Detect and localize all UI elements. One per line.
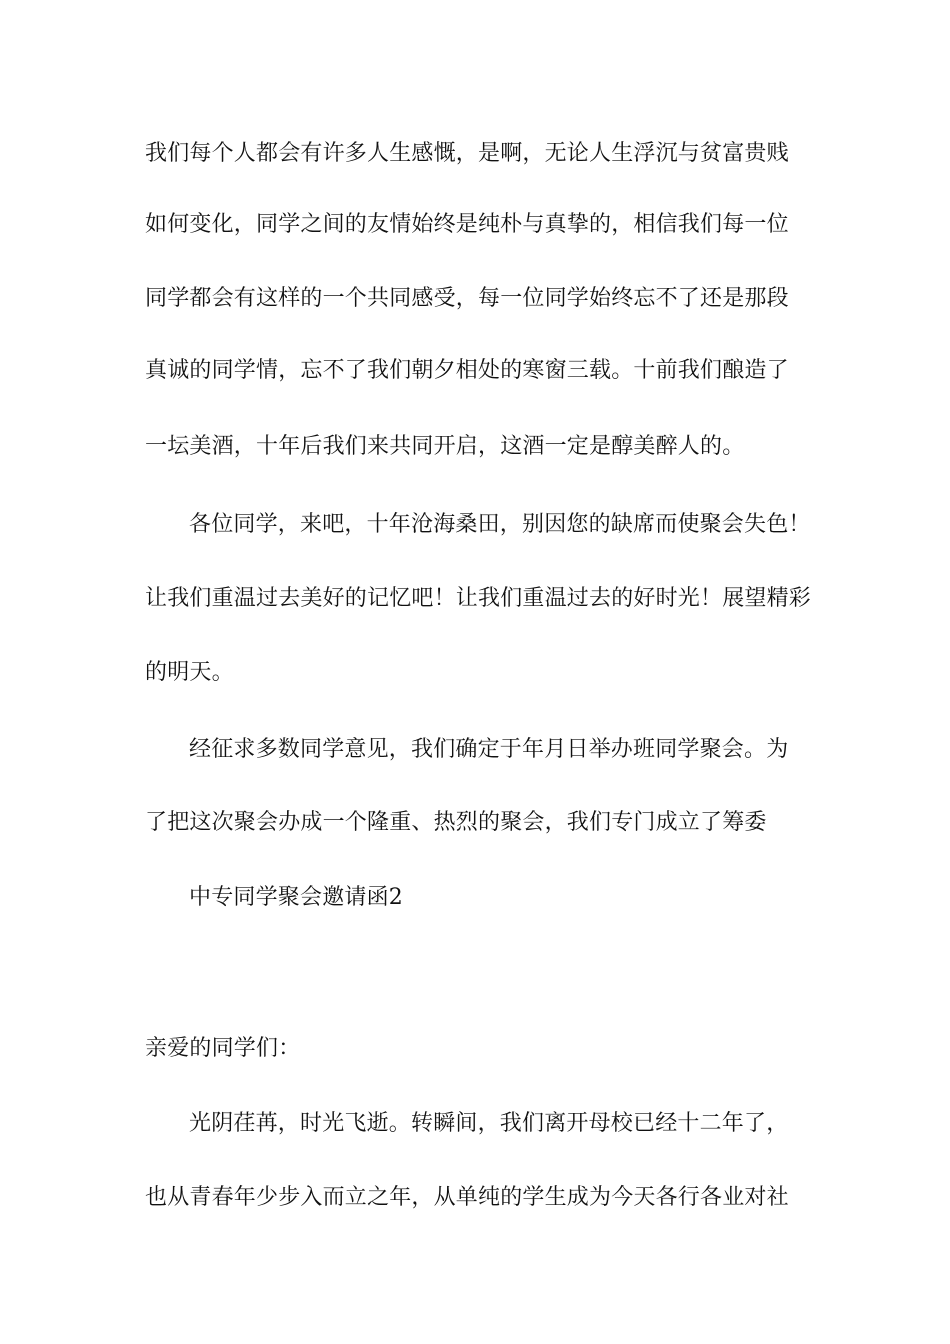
salutation: 亲爱的同学们： [145,1036,301,1061]
paragraph-line-3: 同学都会有这样的一个共同感受，每一位同学始终忘不了还是那段 [145,286,789,311]
paragraph-line-1: 我们每个人都会有许多人生感慨，是啊，无论人生浮沉与贫富贵贱 [145,141,789,166]
paragraph-line-6: 各位同学，来吧，十年沧海桑田，别因您的缺席而使聚会失色！ [189,512,811,537]
section-heading: 中专同学聚会邀请函2 [189,885,403,910]
paragraph-line-7: 让我们重温过去美好的记忆吧！让我们重温过去的好时光！展望精彩 [145,586,812,611]
paragraph-line-8: 的明天。 [145,660,234,685]
paragraph-line-5: 一坛美酒，十年后我们来共同开启，这酒一定是醇美醉人的。 [145,434,745,459]
paragraph-line-12: 也从青春年少步入而立之年，从单纯的学生成为今天各行各业对社 [145,1185,789,1210]
paragraph-line-2: 如何变化，同学之间的友情始终是纯朴与真挚的，相信我们每一位 [145,212,789,237]
paragraph-line-9: 经征求多数同学意见，我们确定于年月日举办班同学聚会。为 [189,737,789,762]
paragraph-line-11: 光阴荏苒，时光飞逝。转瞬间，我们离开母校已经十二年了， [189,1111,789,1136]
paragraph-line-10: 了把这次聚会办成一个隆重、热烈的聚会，我们专门成立了筹委 [145,810,767,835]
paragraph-line-4: 真诚的同学情，忘不了我们朝夕相处的寒窗三载。十前我们酿造了 [145,358,789,383]
